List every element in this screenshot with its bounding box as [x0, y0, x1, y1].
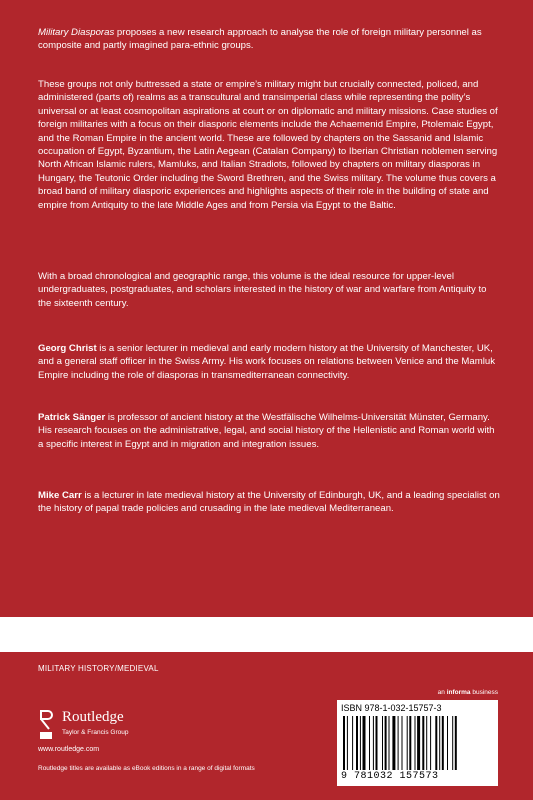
barcode-bar [426, 716, 427, 770]
book-title: Military Diasporas [38, 27, 115, 38]
barcode-digits: 9 781032 157573 [341, 771, 439, 782]
barcode-bar [343, 716, 345, 770]
publisher-name: Routledge [62, 709, 124, 725]
routledge-logo-icon [38, 707, 54, 741]
author-bio-3 [38, 489, 500, 516]
barcode-bar [356, 716, 358, 770]
barcode-bar [455, 716, 457, 770]
barcode-bar [382, 716, 383, 770]
description-text: These groups not only buttressed a state or empire’s military might but crucially connected, policed, and administered (parts of) realms as a transcultural and transimperial class while representing the polity’s universal or at least cosmopolitan aspirations at court or on diplomatic and military missions. Case studies of foreign militaries with a focus on their diasporic elements include the Achaemenid Empire, Ptolemaic Egypt, and the Roman Empire in the ancient world. These are followed by chapters on the Sassanid and Islamic occupation of Egypt, Byzantium, the Latin Aegean (Catalan Company) to Iberian Christian noblemen serving North African Islamic rulers, Mamluks, and Italian Stradiots, followed by chapters on military diasporas in Hungary, the Teutonic Order including the Sword Brethren, and the Swiss military. The volume thus covers a broad band of military diasporic experiences and highlights aspects of their role in the building of state and empire from Antiquity to the late Middle Ages and from Persia via Egypt to the Baltic. [38, 79, 498, 211]
author-name: Mike Carr [38, 490, 82, 501]
barcode-bar [369, 716, 370, 770]
barcode-bar [352, 716, 353, 770]
barcode-bar [407, 716, 408, 770]
barcode-bar [392, 716, 395, 770]
barcode-bar [360, 716, 361, 770]
barcode-bar [363, 716, 366, 770]
barcode-bar [417, 716, 420, 770]
description-paragraph-3 [38, 270, 500, 310]
barcode-bar [376, 716, 378, 770]
barcode-bar [398, 716, 399, 770]
barcode-bar [409, 716, 411, 770]
publisher-group: Taylor & Francis Group [62, 729, 129, 736]
informa-tagline [438, 689, 498, 696]
isbn-text: ISBN 978-1-032-15757-3 [341, 703, 442, 713]
subject-category: MILITARY HISTORY/MEDIEVAL [38, 664, 159, 673]
barcode-bar [447, 716, 448, 770]
barcode-bar [442, 716, 444, 770]
barcode-bar [373, 716, 374, 770]
publisher-url[interactable]: www.routledge.com [38, 746, 100, 753]
author-bio-2 [38, 411, 500, 451]
ebook-note: Routledge titles are available as eBook editions in a range of digital formats [38, 765, 255, 772]
author-name: Patrick Sänger [38, 412, 106, 423]
description-paragraph-1 [38, 26, 500, 53]
barcode-bar [347, 716, 348, 770]
barcode-bar [435, 716, 437, 770]
barcode-bar [452, 716, 453, 770]
author-bio-text: is professor of ancient history at the Westfälische Wilhelms-Universität Münster, Germany. His research focuses on the administrative, legal, and social history of the Hellenistic and Roman world with a specific interest in Egypt and in migration and integration issues. [38, 412, 495, 450]
informa-brand: informa [446, 689, 471, 696]
barcode-icon [341, 716, 491, 770]
description-text: With a broad chronological and geographic range, this volume is the ideal resource for upper-level undergraduates, postgraduates, and scholars interested in the history of war and warfare from Antiquity to the sixteenth century. [38, 271, 487, 309]
barcode-bar [389, 716, 390, 770]
barcode-bar [385, 716, 387, 770]
publisher-logo [38, 707, 168, 741]
description-text: proposes a new research approach to analyse the role of foreign military personnel as composite and partly imagined para-ethnic groups. [38, 27, 482, 52]
description-paragraph-2 [38, 78, 500, 212]
author-bio-text: is a lecturer in late medieval history at the University of Edinburgh, UK, and a leading specialist on the history of papal trade policies and crusading in the late medieval Mediterranean. [38, 490, 500, 515]
barcode-panel [337, 700, 498, 786]
white-band [0, 617, 533, 652]
informa-suffix: business [470, 689, 498, 696]
author-bio-text: is a senior lecturer in medieval and early modern history at the University of Manchester, UK, and a general staff officer in the Swiss Army. His work focuses on relations between Venice and the Mamluk Empire including the role of diasporas in transmediterranean connectivity. [38, 343, 496, 381]
barcode-bar [439, 716, 440, 770]
barcode-bar [422, 716, 424, 770]
barcode-bar [402, 716, 403, 770]
author-name: Georg Christ [38, 343, 97, 354]
barcode-bar [430, 716, 431, 770]
author-bio-1 [38, 342, 500, 382]
informa-prefix: an [437, 689, 447, 696]
barcode-bar [415, 716, 416, 770]
